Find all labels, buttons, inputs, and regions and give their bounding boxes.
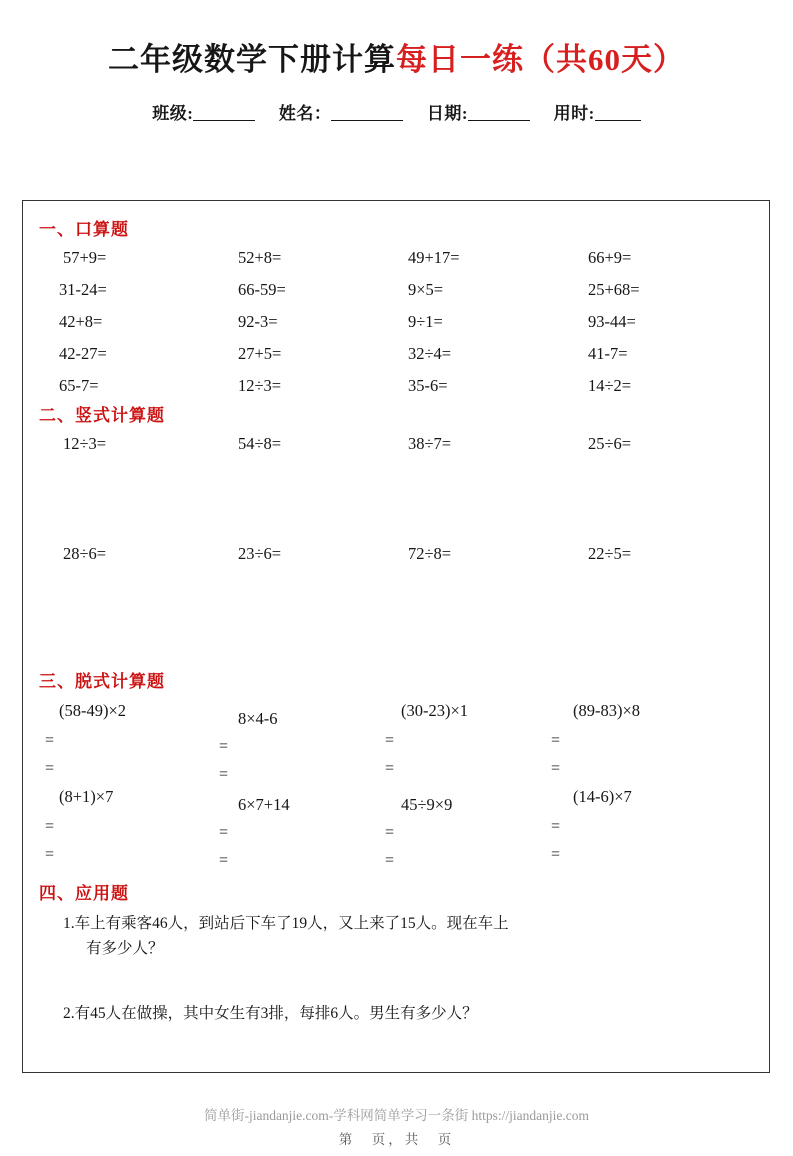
section-heading-stepwise: 三、脱式计算题 xyxy=(39,672,165,691)
name-field xyxy=(279,99,404,124)
section-heading-oral: 一、口算题 xyxy=(39,220,129,239)
vertical-problem: 12÷3= xyxy=(63,434,107,453)
class-field xyxy=(152,99,255,124)
date-blank[interactable] xyxy=(468,103,530,121)
vertical-problem: 28÷6= xyxy=(63,544,107,563)
stepwise-problem: (14-6)×7 xyxy=(573,787,632,806)
oral-problem: 31-24= xyxy=(59,280,107,299)
equals-sign: = xyxy=(45,760,55,777)
vertical-problem: 54÷8= xyxy=(238,434,282,453)
time-blank[interactable] xyxy=(595,103,641,121)
oral-problem: 9×5= xyxy=(408,280,444,299)
word-problem-1-line-2: 有多少人？ xyxy=(86,940,164,957)
class-label: 班级: xyxy=(152,104,194,123)
stepwise-problem: 45÷9×9 xyxy=(401,795,453,814)
stepwise-problem: 6×7+14 xyxy=(238,795,290,814)
oral-problem: 92-3= xyxy=(238,312,278,331)
equals-sign: = xyxy=(551,760,561,777)
equals-sign: = xyxy=(219,738,229,755)
oral-problem: 41-7= xyxy=(588,344,628,363)
oral-problem: 57+9= xyxy=(63,248,107,267)
oral-problem: 66+9= xyxy=(588,248,632,267)
stepwise-problem: (58-49)×2 xyxy=(59,701,127,720)
equals-sign: = xyxy=(45,732,55,749)
vertical-problem: 72÷8= xyxy=(408,544,452,563)
equals-sign: = xyxy=(219,852,229,869)
worksheet-page xyxy=(0,34,793,1156)
equals-sign: = xyxy=(551,818,561,835)
student-info-line xyxy=(0,99,793,124)
footer-site-credit: 简单街-jiandanjie.com-学科网简单学习一条街 https://jiandanjie.com xyxy=(203,1108,590,1123)
equals-sign: = xyxy=(385,824,395,841)
equals-sign: = xyxy=(45,818,55,835)
exercise-box xyxy=(22,200,770,1073)
page-title xyxy=(0,34,793,79)
oral-problem: 25+68= xyxy=(588,280,640,299)
name-blank[interactable] xyxy=(331,103,403,121)
time-field xyxy=(554,99,641,124)
date-field xyxy=(427,99,530,124)
oral-problem: 32÷4= xyxy=(408,344,452,363)
vertical-problem: 22÷5= xyxy=(588,544,632,563)
equals-sign: = xyxy=(385,732,395,749)
equals-sign: = xyxy=(385,760,395,777)
oral-problem: 65-7= xyxy=(59,376,99,395)
oral-problem: 42-27= xyxy=(59,344,107,363)
word-problem-2-line-1: 2.有45人在做操，其中女生有3排，每排6人。男生有多少人？ xyxy=(63,1005,478,1022)
stepwise-problem: 8×4-6 xyxy=(238,709,278,728)
stepwise-problem: (8+1)×7 xyxy=(59,787,114,806)
equals-sign: = xyxy=(45,846,55,863)
oral-problem: 14÷2= xyxy=(588,376,632,395)
oral-problem: 49+17= xyxy=(408,248,460,267)
vertical-problem: 25÷6= xyxy=(588,434,632,453)
title-black-text: 二年级数学下册计算 xyxy=(108,42,396,77)
oral-problem: 35-6= xyxy=(408,376,448,395)
section-heading-word-problems: 四、应用题 xyxy=(39,884,129,903)
equals-sign: = xyxy=(385,852,395,869)
equals-sign: = xyxy=(219,824,229,841)
time-label: 用时: xyxy=(553,104,595,123)
stepwise-problem: (89-83)×8 xyxy=(573,701,641,720)
class-blank[interactable] xyxy=(193,103,255,121)
oral-problem: 52+8= xyxy=(238,248,282,267)
date-label: 日期: xyxy=(426,104,469,123)
oral-problem: 12÷3= xyxy=(238,376,282,395)
equals-sign: = xyxy=(551,732,561,749)
vertical-problem: 38÷7= xyxy=(408,434,452,453)
oral-problem: 27+5= xyxy=(238,344,282,363)
vertical-problem: 23÷6= xyxy=(238,544,282,563)
equals-sign: = xyxy=(219,766,229,783)
word-problem-1-line-1: 1.车上有乘客46人，到站后下车了19人，又上来了15人。现在车上 xyxy=(63,915,509,932)
oral-problem: 42+8= xyxy=(59,312,103,331)
name-label: 姓名： xyxy=(278,104,332,123)
equals-sign: = xyxy=(551,846,561,863)
footer-page-number: 第 页，共 页 xyxy=(338,1132,455,1147)
oral-problem: 66-59= xyxy=(238,280,286,299)
title-red-text: 每日一练（共60天） xyxy=(396,42,685,77)
stepwise-problem: (30-23)×1 xyxy=(401,701,469,720)
oral-problem: 93-44= xyxy=(588,312,636,331)
oral-problem: 9÷1= xyxy=(408,312,443,331)
section-heading-vertical: 二、竖式计算题 xyxy=(39,406,165,425)
